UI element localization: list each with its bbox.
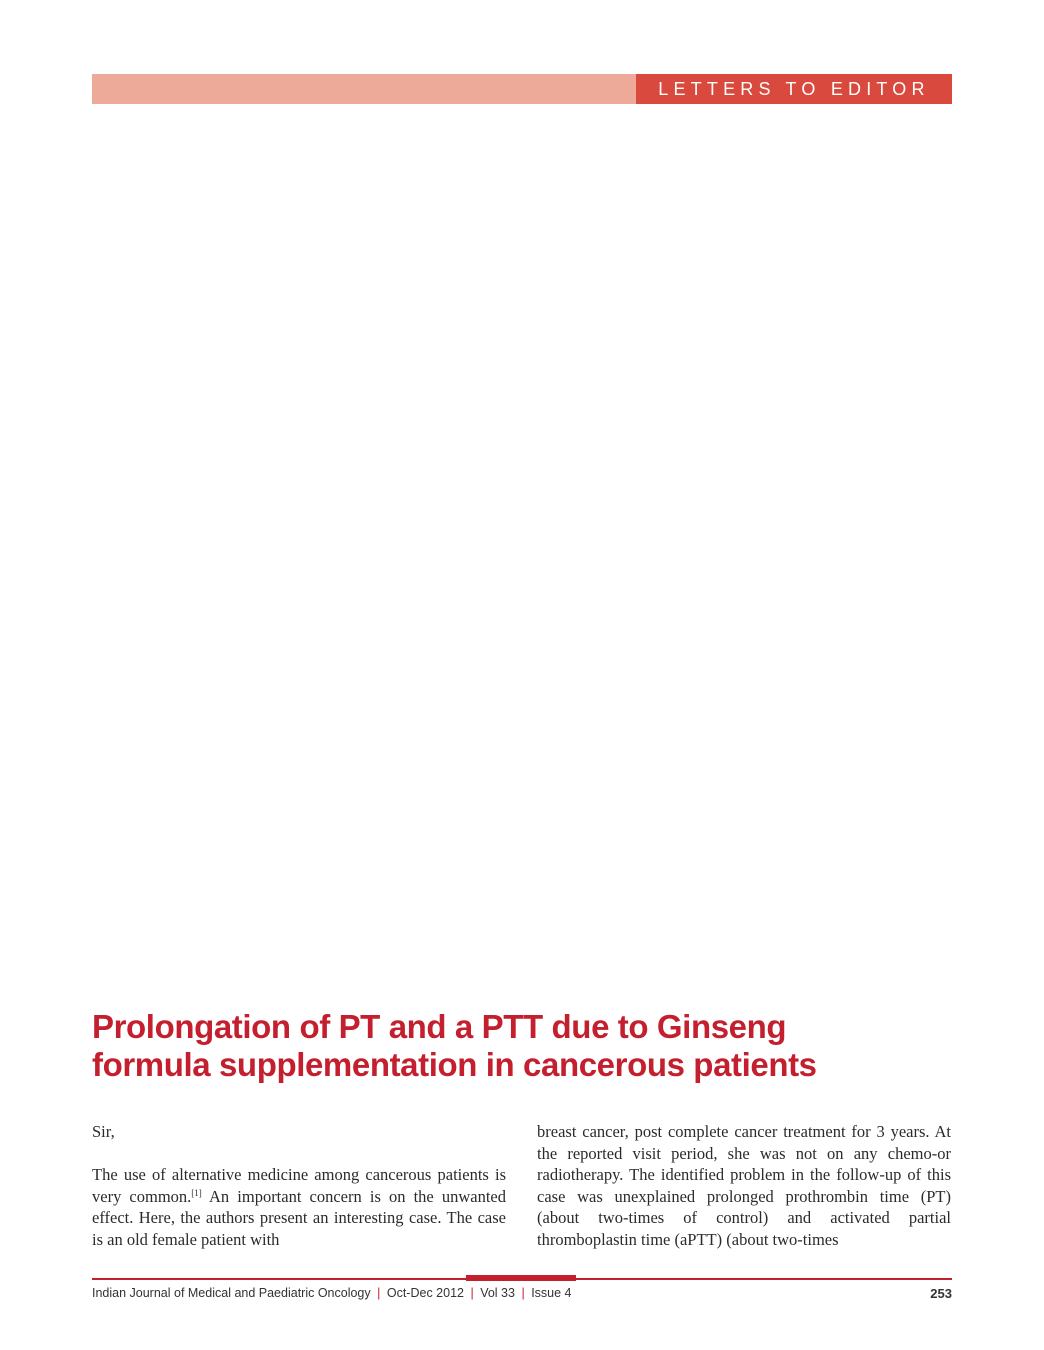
footer — [92, 1286, 952, 1304]
body-column-right — [537, 1121, 951, 1251]
body-column-left — [92, 1121, 506, 1251]
article-title — [92, 1008, 952, 1084]
body-paragraph-right: breast cancer, post complete cancer treatment for 3 years. At the reported visit period, she was not on any chemo-or radiotherapy. The identified problem in the follow-up of this case was unexplained prolonged prothrombin time (PT) (about two-times of control) and activated partial thromboplastin time (aPTT) (about two-times — [537, 1122, 951, 1249]
page-number: 253 — [930, 1286, 952, 1301]
section-label: LETTERS TO EDITOR — [658, 78, 930, 99]
footer-separator: | — [377, 1286, 381, 1300]
article-title-line-1: Prolongation of PT and a PTT due to Ginseng — [92, 1008, 787, 1045]
footer-separator: | — [521, 1286, 525, 1300]
body-paragraph-left — [92, 1164, 506, 1250]
salutation: Sir, — [92, 1122, 115, 1141]
footer-volume: Vol 33 — [480, 1286, 515, 1300]
body-text: The use of alternative medicine among cancerous patients is very common. — [92, 1165, 506, 1206]
footer-date: Oct-Dec 2012 — [386, 1286, 464, 1300]
footer-rule-accent — [466, 1275, 576, 1281]
footer-issue: Issue 4 — [531, 1286, 572, 1300]
body-text: An important concern is on the unwanted effect. Here, the authors present an interesting case. The case is an old female patient with — [92, 1186, 506, 1249]
section-label-tab — [636, 74, 952, 104]
article-title-line-2: formula supplementation in cancerous patients — [92, 1046, 817, 1083]
footer-separator: | — [470, 1286, 474, 1300]
citation-link[interactable]: [1] — [191, 1187, 202, 1198]
footer-journal-name: Indian Journal of Medical and Paediatric Oncology — [92, 1286, 371, 1300]
